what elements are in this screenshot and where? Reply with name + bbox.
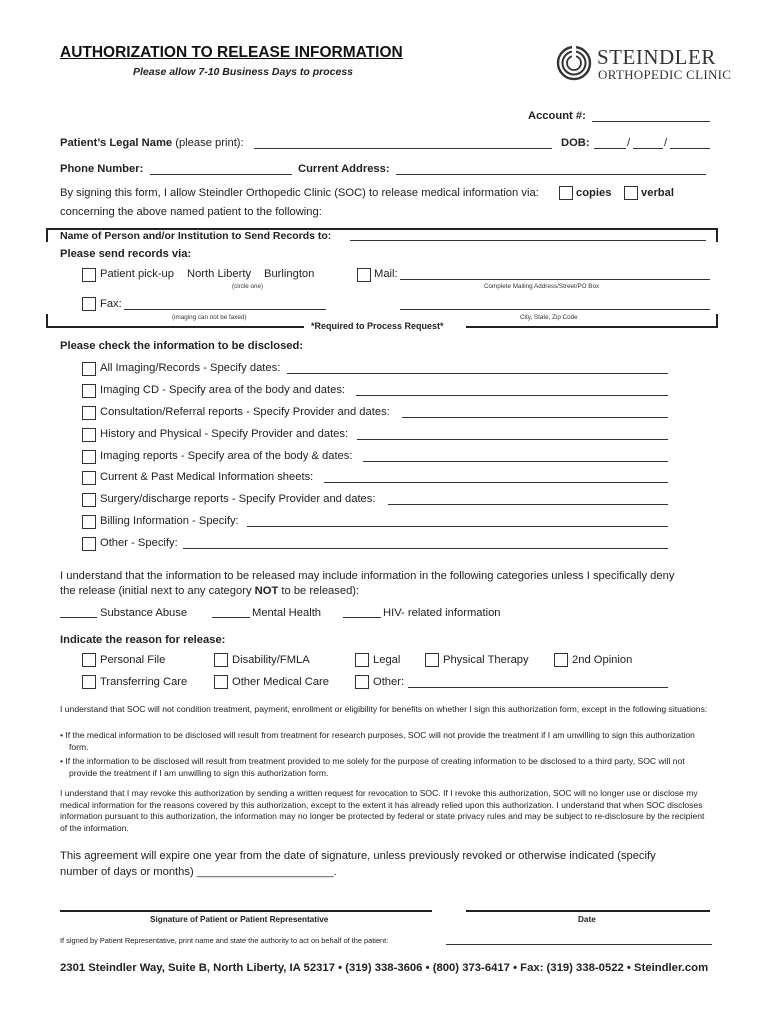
reason-checkbox-personal[interactable] (82, 653, 96, 667)
info-item-label: Imaging CD - Specify area of the body and dates: (100, 384, 346, 396)
info-checkbox[interactable] (82, 406, 96, 420)
reason-label: Transferring Care (100, 676, 188, 688)
city-state-zip-field[interactable] (400, 309, 710, 310)
info-item-label: Surgery/discharge reports - Specify Provider and dates: (100, 493, 376, 505)
hiv-label: HIV- related information (383, 607, 501, 619)
expiration-text: This agreement will expire one year from the date of signature, unless previously revoked or otherwise indicated (specify (60, 850, 656, 862)
substance-abuse-label: Substance Abuse (100, 607, 188, 619)
consent-text-2: concerning the above named patient to the following: (60, 206, 322, 218)
reason-other-field[interactable] (408, 687, 668, 688)
logo-name: STEINDLER (597, 45, 716, 69)
fax-label: Fax: (100, 298, 122, 310)
recipient-label: Name of Person and/or Institution to Send Records to: (60, 230, 332, 242)
mail-label: Mail: (374, 268, 398, 280)
categories-text: I understand that the information to be released may include information in the following categories unless I specifically deny (60, 570, 675, 582)
categories-text-2: the release (initial next to any category NOT to be released): (60, 585, 360, 597)
north-liberty-option[interactable]: North Liberty (187, 268, 252, 280)
expiration-text-2: number of days or months) ______________________. (60, 866, 337, 878)
legal-bullet: • If the medical information to be disclosed will result from treatment for research purposes, SOC will not provide the treatment if I am unwilling to sign this authorization form. (60, 730, 695, 752)
pickup-checkbox[interactable] (82, 268, 96, 282)
city-hint: City, State, Zip Code (520, 314, 578, 321)
reason-label: Physical Therapy (443, 654, 529, 666)
reason-checkbox-other-medical[interactable] (214, 675, 228, 689)
info-checkbox[interactable] (82, 537, 96, 551)
info-checkbox[interactable] (82, 362, 96, 376)
patient-name-label: Patient’s Legal Name (please print): (60, 137, 244, 149)
representative-note: If signed by Patient Representative, print name and state the authority to act on behalf of the patient: (60, 936, 389, 945)
dob-day-field[interactable] (633, 148, 663, 149)
info-item-field[interactable] (324, 482, 668, 483)
info-checkbox[interactable] (82, 384, 96, 398)
dob-label: DOB: (561, 137, 590, 149)
mail-address-field[interactable] (400, 279, 710, 280)
recipient-field[interactable] (350, 240, 706, 241)
signature-line[interactable] (60, 910, 432, 912)
burlington-option[interactable]: Burlington (264, 268, 315, 280)
copies-label: copies (576, 187, 612, 199)
info-item-label: Other - Specify: (100, 537, 178, 549)
reason-label: Other: (373, 676, 405, 688)
representative-field[interactable] (446, 944, 712, 945)
info-item-label: All Imaging/Records - Specify dates: (100, 362, 281, 374)
reason-label: 2nd Opinion (572, 654, 633, 666)
date-label: Date (578, 915, 596, 924)
reason-label: Other Medical Care (232, 676, 329, 688)
reason-checkbox-legal[interactable] (355, 653, 369, 667)
fax-checkbox[interactable] (82, 297, 96, 311)
info-item-label: Consultation/Referral reports - Specify Provider and dates: (100, 406, 390, 418)
date-line[interactable] (466, 910, 710, 912)
reason-checkbox-second-opinion[interactable] (554, 653, 568, 667)
mail-address-hint: Complete Mailing Address/Street/PO Box (484, 283, 600, 290)
info-item-field[interactable] (247, 526, 668, 527)
signature-label: Signature of Patient or Patient Representative (150, 915, 329, 924)
reason-label: Personal File (100, 654, 166, 666)
phone-label: Phone Number: (60, 163, 144, 175)
info-checkbox[interactable] (82, 515, 96, 529)
info-item-field[interactable] (402, 417, 668, 418)
clinic-contact-footer: 2301 Steindler Way, Suite B, North Liberty, IA 52317 • (319) 338-3606 • (800) 373-6417 • Fax: (319) 338-0522 • Steindler.com (60, 962, 709, 974)
disclose-heading: Please check the information to be disclosed: (60, 340, 304, 352)
account-field[interactable] (592, 121, 710, 122)
account-label: Account #: (528, 110, 586, 122)
reason-checkbox-physical-therapy[interactable] (425, 653, 439, 667)
patient-name-field[interactable] (254, 148, 552, 149)
mental-health-initial[interactable] (212, 617, 250, 618)
copies-checkbox[interactable] (559, 186, 573, 200)
mental-health-label: Mental Health (252, 607, 322, 619)
phone-field[interactable] (150, 174, 292, 175)
reason-checkbox-other[interactable] (355, 675, 369, 689)
clinic-logo-icon (556, 45, 592, 81)
info-item-field[interactable] (363, 461, 668, 462)
info-item-field[interactable] (183, 548, 668, 549)
info-item-field[interactable] (388, 504, 668, 505)
reason-checkbox-transferring[interactable] (82, 675, 96, 689)
verbal-checkbox[interactable] (624, 186, 638, 200)
verbal-label: verbal (641, 187, 674, 199)
info-checkbox[interactable] (82, 471, 96, 485)
info-item-label: Current & Past Medical Information sheets: (100, 471, 314, 483)
form-title: AUTHORIZATION TO RELEASE INFORMATION (60, 44, 403, 61)
mail-checkbox[interactable] (357, 268, 371, 282)
consent-text: By signing this form, I allow Steindler Orthopedic Clinic (SOC) to release medical information via: (60, 187, 539, 199)
legal-paragraph: I understand that SOC will not condition treatment, payment, enrollment or eligibility for benefits on whether I sign this authorization form, except in the following situations: (60, 704, 708, 714)
legal-bullet: • If the information to be disclosed will result from treatment provided to me solely for the purpose of creating information to be disclosed to a third party, SOC will not provide the treatment if I am unwilling to sign this authorization form. (60, 756, 685, 778)
pickup-label: Patient pick-up (100, 268, 175, 280)
info-item-field[interactable] (357, 439, 668, 440)
info-item-field[interactable] (287, 373, 668, 374)
info-item-label: Imaging reports - Specify area of the body & dates: (100, 450, 353, 462)
info-item-field[interactable] (356, 395, 668, 396)
form-subtitle: Please allow 7-10 Business Days to process (133, 66, 354, 78)
hiv-initial[interactable] (343, 617, 381, 618)
reason-label: Legal (373, 654, 401, 666)
address-label: Current Address: (298, 163, 390, 175)
reason-checkbox-disability[interactable] (214, 653, 228, 667)
send-via-label: Please send records via: (60, 248, 192, 260)
address-field[interactable] (396, 174, 706, 175)
reason-heading: Indicate the reason for release: (60, 634, 226, 646)
info-checkbox[interactable] (82, 428, 96, 442)
fax-hint: (imaging can not be faxed) (172, 314, 247, 321)
info-checkbox[interactable] (82, 450, 96, 464)
dob-year-field[interactable] (670, 148, 710, 149)
reason-label: Disability/FMLA (232, 654, 310, 666)
info-item-label: History and Physical - Specify Provider and dates: (100, 428, 349, 440)
substance-abuse-initial[interactable] (60, 617, 97, 618)
fax-field[interactable] (124, 309, 326, 310)
dob-month-field[interactable] (594, 148, 626, 149)
info-item-label: Billing Information - Specify: (100, 515, 239, 527)
logo-subtitle: ORTHOPEDIC CLINIC (598, 67, 732, 82)
section-bottom-border (46, 326, 304, 328)
info-checkbox[interactable] (82, 493, 96, 507)
legal-paragraph: I understand that I may revoke this authorization by sending a written request for revocation to SOC. If I revoke this authorization, SOC will no longer use or disclose my medical information for the reasons covered by this authorization, except to the extent it has already relied upon this authorization. I understand that when SOC discloses information pursuant to this authorization, the information may no longer be protected by federal or state privacy rules and may be subject to re-disclosure by the recipient of the information. (60, 788, 705, 833)
required-note: *Required to Process Request* (311, 321, 444, 331)
circle-one-hint: (circle one) (232, 283, 264, 290)
